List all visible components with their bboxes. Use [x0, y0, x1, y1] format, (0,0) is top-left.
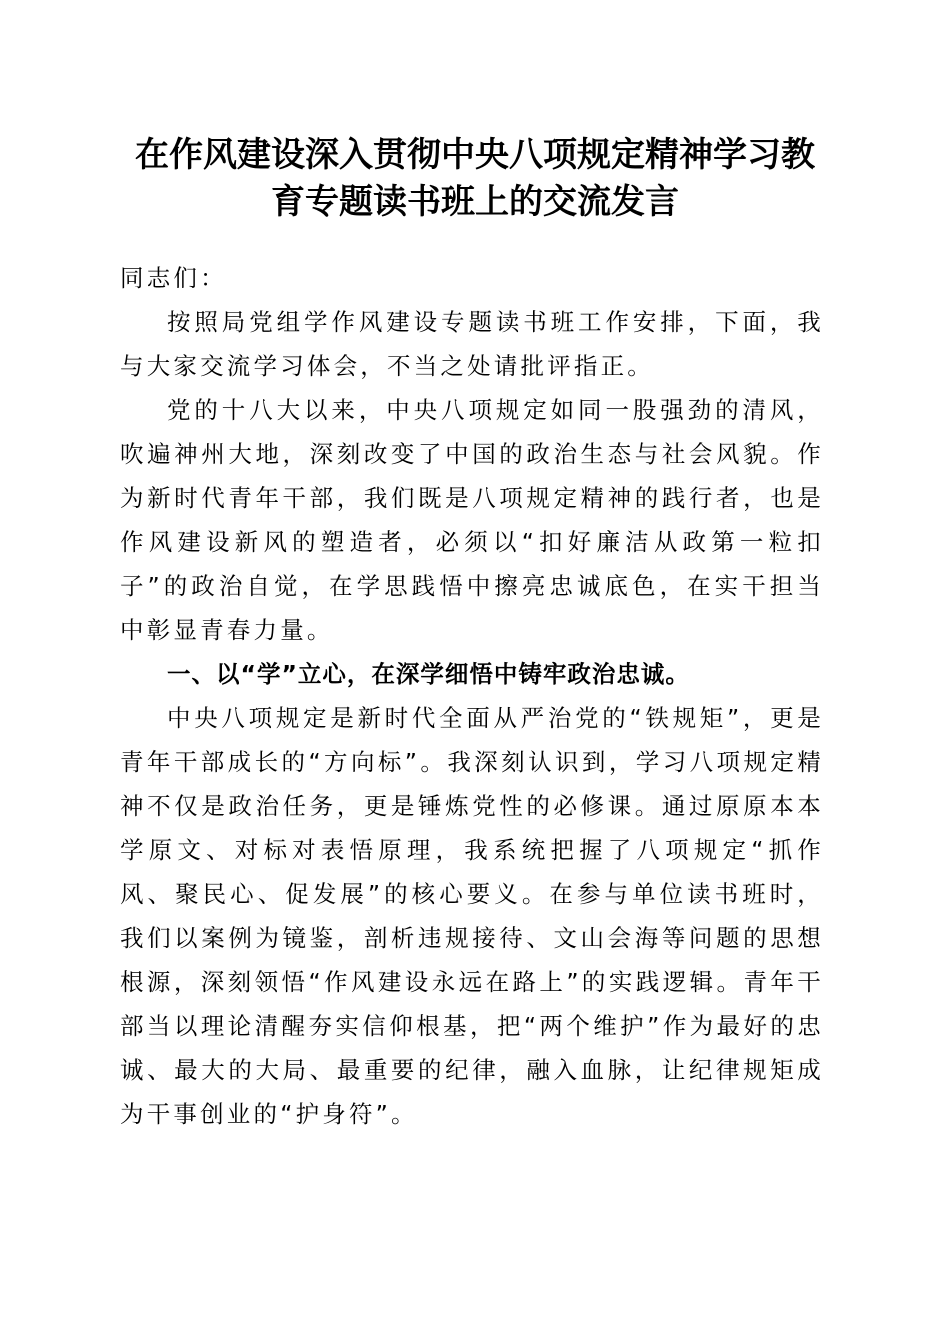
document-body: [120, 256, 824, 1136]
paragraph-background: 党的十八大以来，中央八项规定如同一股强劲的清风，吹遍神州大地，深刻改变了中国的政治生态与社会风貌。作为新时代青年干部，我们既是八项规定精神的践行者，也是作风建设新风的塑造者，必须以“扣好廉洁从政第一粒扣子”的政治自觉，在学思践悟中擦亮忠诚底色，在实干担当中彰显青春力量。: [120, 396, 824, 644]
paragraph-intro: 按照局党组学作风建设专题读书班工作安排，下面，我与大家交流学习体会，不当之处请批评指正。: [120, 308, 824, 380]
title-line-1: 在作风建设深入贯彻中央八项规定精神学习教: [135, 135, 815, 175]
salutation: 同志们：: [120, 264, 227, 292]
section-heading-1: 一、以“学”立心，在深学细悟中铸牢政治忠诚。: [167, 660, 690, 688]
title-line-2: 育专题读书班上的交流发言: [271, 182, 679, 222]
document-title: [100, 132, 850, 226]
paragraph-section-1: 中央八项规定是新时代全面从严治党的“铁规矩”，更是青年干部成长的“方向标”。我深刻认识到，学习八项规定精神不仅是政治任务，更是锤炼党性的必修课。通过原原本本学原文、对标对表悟原理，我系统把握了八项规定“抓作风、聚民心、促发展”的核心要义。在参与单位读书班时，我们以案例为镜鉴，剖析违规接待、文山会海等问题的思想根源，深刻领悟“作风建设永远在路上”的实践逻辑。青年干部当以理论清醒夯实信仰根基，把“两个维护”作为最好的忠诚、最大的大局、最重要的纪律，融入血脉，让纪律规矩成为干事创业的“护身符”。: [120, 704, 824, 1128]
